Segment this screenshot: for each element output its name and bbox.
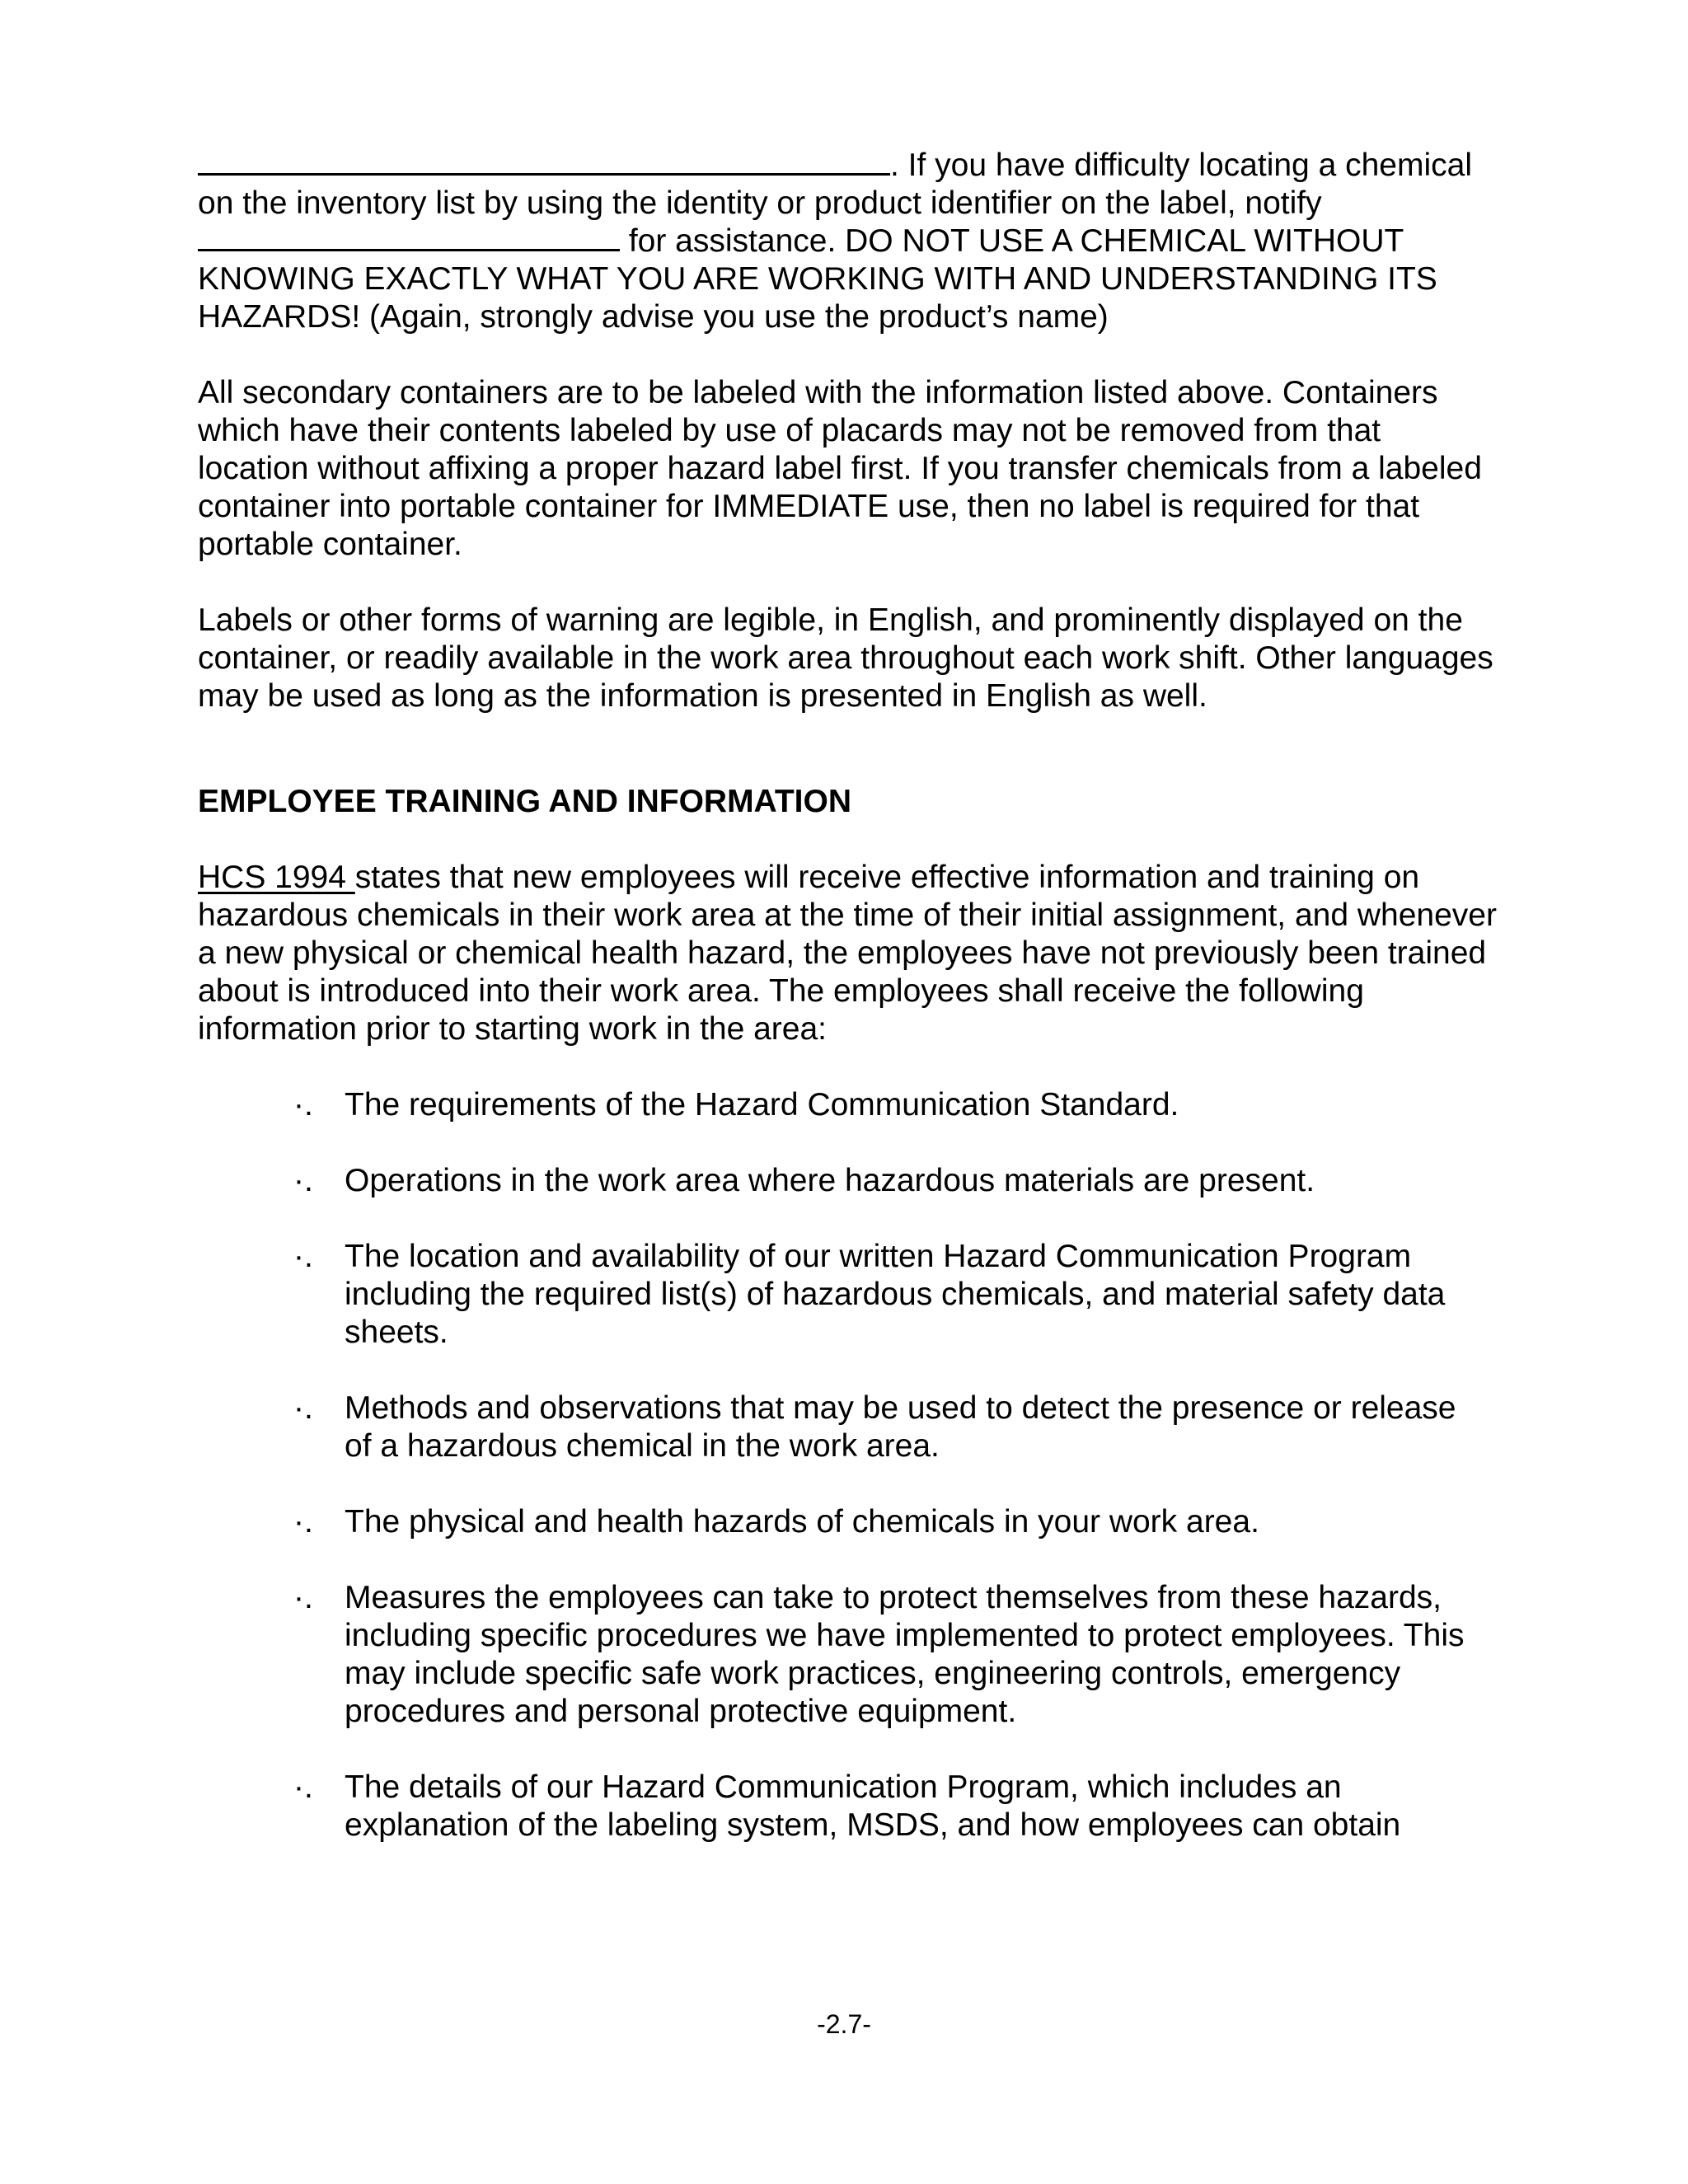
- list-item-text: The physical and health hazards of chemicals in your work area.: [345, 1504, 1259, 1540]
- training-bullet-list: [198, 1086, 1500, 1844]
- list-item-text: Methods and observations that may be used to detect the presence or release of a hazardous chemical in the work area.: [345, 1390, 1456, 1464]
- intro-paragraph: [198, 147, 1500, 336]
- training-intro-paragraph: [198, 859, 1500, 1048]
- bullet-marker: ·.: [293, 1769, 313, 1805]
- page-number: -2.7-: [817, 2009, 871, 2039]
- section-heading: EMPLOYEE TRAINING AND INFORMATION: [198, 784, 851, 819]
- list-item: [198, 1503, 1500, 1541]
- list-item-text: The requirements of the Hazard Communication Standard.: [345, 1087, 1179, 1122]
- bullet-marker: ·.: [293, 1087, 313, 1122]
- fill-in-blank-contact[interactable]: [198, 224, 620, 251]
- intro-text-1: . If you have difficulty locating a chemical on the inventory list by using the identity or product identifier on the label, notify: [198, 148, 1472, 221]
- list-item: [198, 1390, 1500, 1465]
- list-item-text: Measures the employees can take to protect themselves from these hazards, including specific procedures we have implemented to protect employees. This may include specific safe work practices, engineering controls, emergency procedures and personal protective equipment.: [345, 1580, 1465, 1729]
- list-item: [198, 1238, 1500, 1352]
- labels-paragraph: Labels or other forms of warning are legible, in English, and prominently displayed on the container, or readily available in the work area throughout each work shift. Other languages may be used as long as the information is presented in English as well.: [198, 602, 1493, 714]
- hcs-reference: HCS 1994: [198, 860, 355, 895]
- secondary-containers-paragraph: All secondary containers are to be labeled with the information listed above. Containers which have their contents labeled by use of placards may not be removed from that location without affixing a proper hazard label first. If you transfer chemicals from a labeled container into portable container for IMMEDIATE use, then no label is required for that portable container.: [198, 375, 1482, 562]
- list-item: [198, 1086, 1500, 1124]
- list-item: [198, 1769, 1500, 1844]
- bullet-marker: ·.: [293, 1504, 313, 1540]
- list-item: [198, 1579, 1500, 1731]
- bullet-marker: ·.: [293, 1239, 313, 1274]
- fill-in-blank-location[interactable]: [198, 148, 890, 176]
- list-item-text: The details of our Hazard Communication Program, which includes an explanation of the labeling system, MSDS, and how employees can obtain: [345, 1769, 1401, 1843]
- list-item-text: The location and availability of our written Hazard Communication Program including the required list(s) of hazardous chemicals, and material safety data sheets.: [345, 1239, 1446, 1350]
- training-intro-text: states that new employees will receive effective information and training on hazardous chemicals in their work area at the time of their initial assignment, and whenever a new physical or chemical health hazard, the employees have not previously been trained about is introduced into their work area. The employees shall receive the following information prior to starting work in the area:: [198, 860, 1497, 1047]
- list-item-text: Operations in the work area where hazardous materials are present.: [345, 1163, 1315, 1198]
- bullet-marker: ·.: [293, 1580, 313, 1615]
- list-item: [198, 1162, 1500, 1200]
- intro-text-2: for assistance. DO NOT USE A CHEMICAL WITHOUT KNOWING EXACTLY WHAT YOU ARE WORKING WITH AND UNDERSTANDING ITS HAZARDS! (Again, strongly advise you use the product’s name): [198, 223, 1437, 335]
- bullet-marker: ·.: [293, 1163, 313, 1198]
- bullet-marker: ·.: [293, 1390, 313, 1426]
- page-content: [198, 147, 1500, 1844]
